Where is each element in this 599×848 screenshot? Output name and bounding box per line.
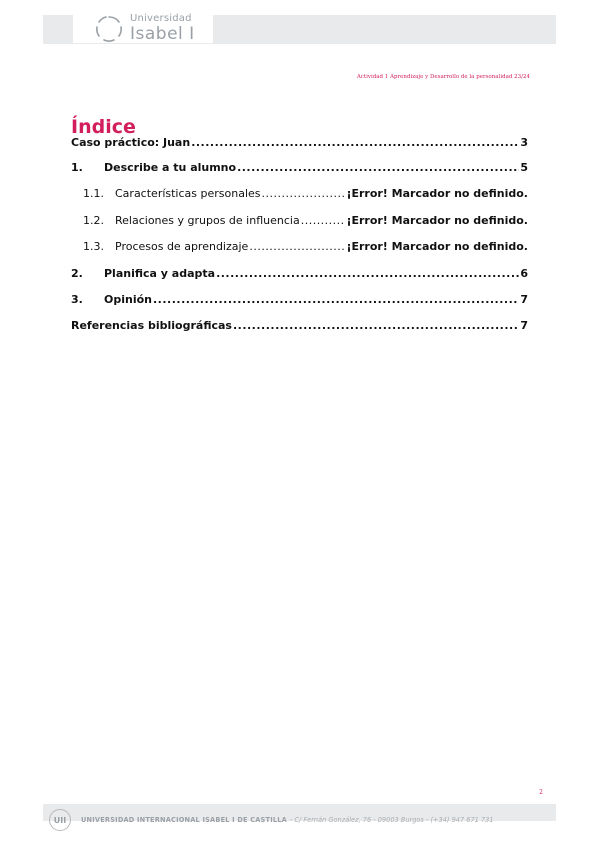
toc-entry-referencias[interactable] bbox=[71, 319, 528, 332]
toc-entry-number: 1.3. bbox=[83, 240, 104, 253]
toc-entry-page: ¡Error! Marcador no definido. bbox=[346, 187, 528, 200]
toc-leader-dots bbox=[237, 161, 519, 174]
toc-entry-describe-alumno[interactable] bbox=[71, 161, 528, 174]
page-footer bbox=[43, 805, 556, 835]
toc-leader-dots bbox=[233, 319, 519, 332]
toc-leader-dots bbox=[301, 214, 346, 227]
toc-entry-opinion[interactable] bbox=[71, 293, 528, 306]
toc-title: Índice bbox=[71, 116, 136, 138]
university-logo-icon bbox=[94, 14, 124, 44]
toc-entry-page: 7 bbox=[520, 293, 528, 306]
toc-entry-number: 1. bbox=[71, 161, 83, 174]
toc-entry-label: Caso práctico: Juan bbox=[71, 136, 191, 149]
toc-entry-number: 3. bbox=[71, 293, 83, 306]
page-number: 2 bbox=[539, 789, 543, 796]
toc-entry-page: ¡Error! Marcador no definido. bbox=[346, 214, 528, 227]
toc-entry-number: 1.1. bbox=[83, 187, 104, 200]
toc-entry-page: ¡Error! Marcador no definido. bbox=[346, 240, 528, 253]
toc-entry-number: 1.2. bbox=[83, 214, 104, 227]
toc-entry-caso-practico[interactable] bbox=[71, 136, 528, 149]
toc-entry-page: 5 bbox=[520, 161, 528, 174]
toc-entry-page: 7 bbox=[520, 319, 528, 332]
document-page bbox=[43, 44, 556, 804]
footer-logo-icon: UII bbox=[49, 809, 71, 831]
toc-leader-dots bbox=[153, 293, 519, 306]
toc-entry-number: 2. bbox=[71, 267, 83, 280]
footer-address: - C/ Fernán González, 76 - 09003 Burgos - (+34) 947 671 731 bbox=[289, 816, 494, 824]
toc-leader-dots bbox=[216, 267, 519, 280]
toc-entry-planifica[interactable] bbox=[71, 267, 528, 280]
toc-entry-procesos[interactable] bbox=[71, 240, 528, 253]
toc-entry-label: Describe a tu alumno bbox=[104, 161, 237, 174]
brand-small-text: Universidad bbox=[130, 13, 192, 24]
toc-entry-label: Planifica y adapta bbox=[104, 267, 216, 280]
toc-entry-label: Relaciones y grupos de influencia bbox=[115, 214, 300, 227]
toc-leader-dots bbox=[249, 240, 345, 253]
toc-entry-relaciones[interactable] bbox=[71, 214, 528, 227]
running-header: Actividad 1 Aprendizaje y Desarrollo de la personalidad 23/24 bbox=[356, 74, 530, 80]
brand-name: Isabel I bbox=[130, 24, 195, 44]
toc-entry-page: 6 bbox=[520, 267, 528, 280]
toc-leader-dots bbox=[262, 187, 346, 200]
toc-entry-label: Opinión bbox=[104, 293, 152, 306]
toc-entry-label: Procesos de aprendizaje bbox=[115, 240, 249, 253]
toc-entry-caracteristicas[interactable] bbox=[71, 187, 528, 200]
toc-entry-page: 3 bbox=[520, 136, 528, 149]
toc-leader-dots bbox=[191, 136, 519, 149]
toc-entry-label: Referencias bibliográficas bbox=[71, 319, 232, 332]
toc-entry-label: Características personales bbox=[115, 187, 261, 200]
footer-institution: UNIVERSIDAD INTERNACIONAL ISABEL I DE CASTILLA bbox=[81, 816, 287, 824]
